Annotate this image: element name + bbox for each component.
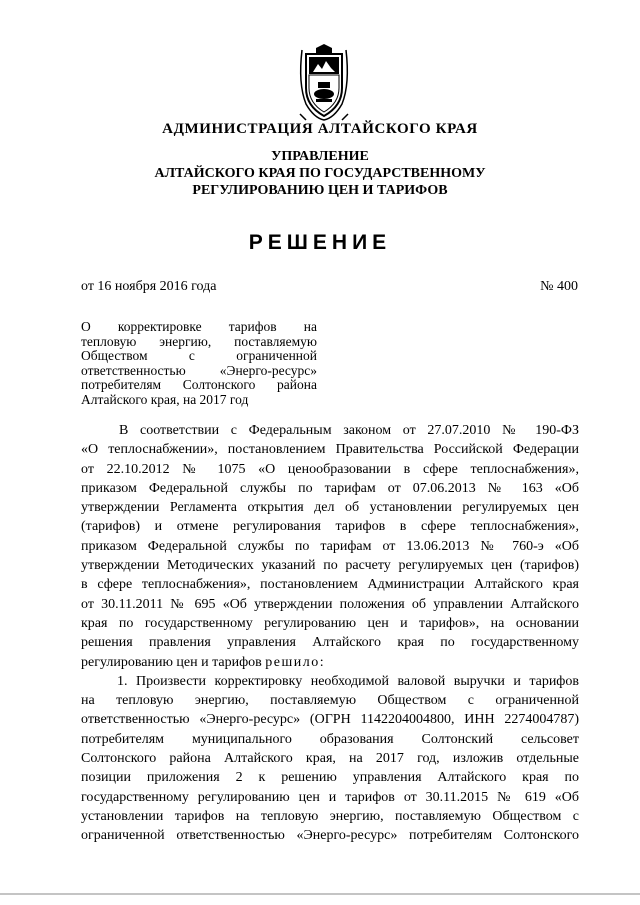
body-line: «О теплоснабжении», постановлением Правительства Российской Федерации bbox=[81, 442, 579, 458]
document-date: от 16 ноября 2016 года bbox=[81, 279, 217, 294]
body-text: : bbox=[319, 654, 324, 670]
resolution-word: решило bbox=[265, 654, 320, 670]
body-line: от 22.10.2012 № 1075 «О ценообразовании в сфере теплоснабжения», bbox=[81, 461, 579, 477]
body-line: государственному регулированию цен и тарифов от 30.11.2015 № 619 «Об bbox=[81, 789, 579, 805]
subject-line: О корректировке тарифов на bbox=[81, 319, 317, 334]
subject-line: Обществом с ограниченной bbox=[81, 348, 317, 363]
body-line: в сфере теплоснабжения», постановлением Администрации Алтайского края bbox=[81, 577, 579, 593]
coat-of-arms-icon bbox=[296, 44, 352, 124]
document-subject bbox=[81, 320, 317, 407]
document-number: № 400 bbox=[540, 279, 578, 294]
body-line: В соответствии с Федеральным законом от 27.07.2010 № 190-ФЗ bbox=[119, 423, 579, 438]
body-line: позиции приложения 2 к решению управления Алтайского края по bbox=[81, 770, 579, 786]
page-bottom-edge bbox=[0, 893, 640, 895]
document-type-title: РЕШЕНИЕ bbox=[248, 231, 392, 254]
body-text: регулированию цен и тарифов bbox=[81, 654, 266, 670]
body-line: края по государственному регулированию цен и тарифов», на основании bbox=[81, 615, 579, 631]
subject-line: Алтайского края, на 2017 год bbox=[81, 391, 249, 407]
body-line: приказом Федеральной службы по тарифам от 07.06.2013 № 163 «Об bbox=[81, 480, 579, 496]
body-line: приказом Федеральной службы по тарифам от 13.06.2013 № 760-э «Об bbox=[81, 538, 579, 554]
subject-line: тепловую энергию, поставляемую bbox=[81, 333, 317, 349]
body-line: установлении тарифов на тепловую энергию, поставляемую Обществом с bbox=[81, 808, 579, 824]
body-line: ограниченной ответственностью «Энерго-ресурс» потребителям Солтонского bbox=[81, 828, 579, 844]
body-line: Солтонского района Алтайского края, на 2017 год, изложив отдельные bbox=[81, 751, 579, 767]
subject-line: потребителям Солтонского района bbox=[81, 377, 317, 392]
body-line: от 30.11.2011 № 695 «Об утверждении положения об управлении Алтайского bbox=[81, 596, 579, 612]
body-line: (тарифов) и отмене регулирования тарифов в сфере теплоснабжения», bbox=[81, 519, 579, 535]
department-line: АЛТАЙСКОГО КРАЯ ПО ГОСУДАРСТВЕННОМУ bbox=[154, 166, 486, 181]
subject-line: ответственностью «Энерго-ресурс» bbox=[81, 362, 317, 378]
organization-name: АДМИНИСТРАЦИЯ АЛТАЙСКОГО КРАЯ bbox=[162, 121, 478, 137]
body-line: потребителям муниципального образования Солтонский сельсовет bbox=[81, 731, 579, 747]
body-line: утверждении Регламента открытия дел об установлении регулируемых цен bbox=[81, 500, 579, 516]
body-line: 1. Произвести корректировку необходимой валовой выручки и тарифов bbox=[117, 673, 579, 689]
department-line: РЕГУЛИРОВАНИЮ ЦЕН И ТАРИФОВ bbox=[192, 183, 448, 198]
body-line bbox=[81, 653, 579, 672]
document-body bbox=[81, 421, 579, 846]
body-line: ответственностью «Энерго-ресурс» (ОГРН 1142204004800, ИНН 2274004787) bbox=[81, 712, 579, 728]
body-line: решения правления управления Алтайского края по государственному bbox=[81, 635, 579, 651]
body-line: утверждении Методических указаний по расчету регулируемых цен (тарифов) bbox=[81, 558, 579, 574]
department-name bbox=[0, 148, 640, 199]
department-line: УПРАВЛЕНИЕ bbox=[271, 149, 369, 164]
body-line: на тепловую энергию, поставляемую Обществом с ограниченной bbox=[81, 693, 579, 709]
